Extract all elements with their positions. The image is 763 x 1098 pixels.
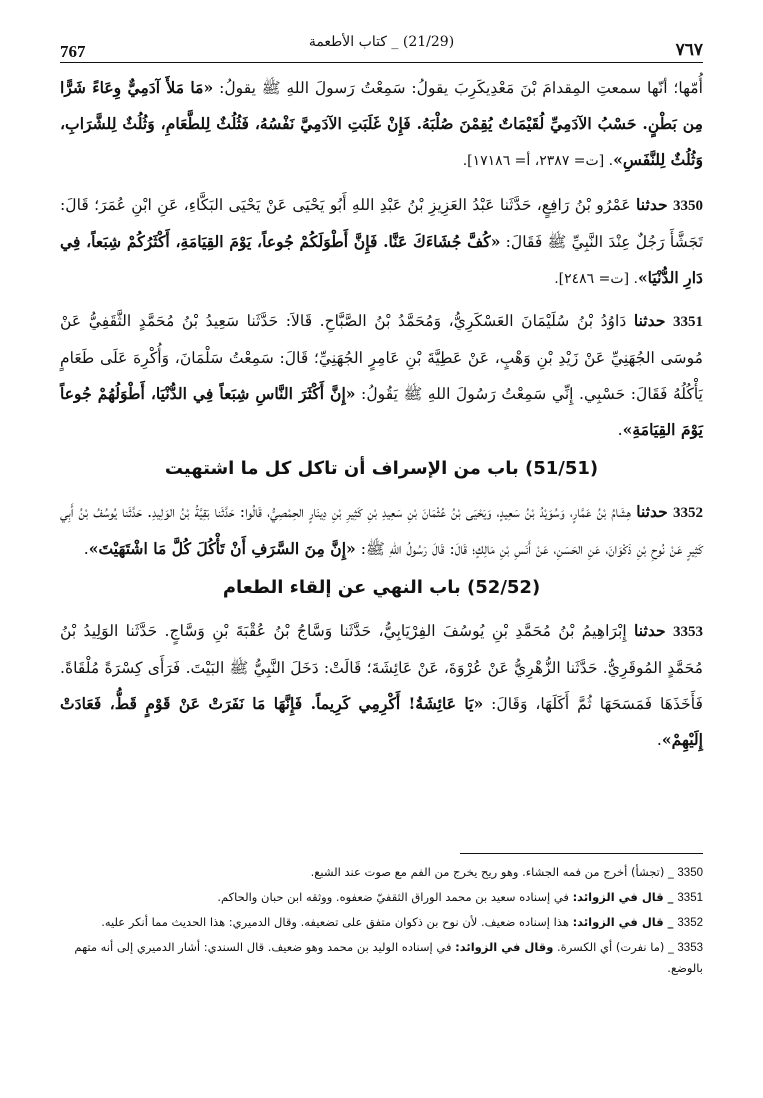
hadith-continuation: أُمّها؛ أنّها سمعتِ المِقدامَ بْنَ مَعْدِيكَرِبَ يقولُ: سَمِعْتُ رَسولَ اللهِ ﷺ يقولُ: «مَا مَلأَ آدَمِيٌّ وِعَاءً شَرًّا مِن بَطْنٍ. حَسْبُ الآدَمِيِّ لُقَيْمَاتٌ يُقِمْنَ صُلْبَهُ. فَإِنْ غَلَبَتِ الآدَمِيَّ نَفْسُهُ، فَثُلُثٌ لِلطَّعَامِ، وَثُلُثٌ لِلشَّرَابِ، وَثُلُثٌ لِلنَّفَسِ». [ت= ٢٣٨٧، أ= ١٧١٨٦]. <box>60 78 703 169</box>
hadith-lead: حدثنا <box>633 311 666 330</box>
hadith-text: عَمْرُو بْنُ رَافِعٍ، حَدَّثَنا عَبْدُ العَزِيزِ بْنُ عَبْدِ اللهِ أَبُو يَحْيَى عَنْ يَحْيَى البَكَّاءِ، عَنِ ابْنِ عُمَرَ؛ قَالَ: تَجَشَّأَ رَجُلٌ عِنْدَ النَّبِيِّ ﷺ فَقَالَ: <box>60 196 703 251</box>
page-number-latin: 767 <box>60 42 86 61</box>
footnote-3350: 3350 _ (تجشأ) أخرج من فمه الجشاء. وهو ريح يخرج من الفم مع صوت عند الشبع. <box>310 865 703 879</box>
footnote-3352: 3352 _ قال في الزوائد: هذا إسناده ضعيف. لأن نوح بن ذكوان متفق على تضعيفه. وقال الدميري: هذا الحديث مما أنكر عليه. <box>101 915 703 929</box>
hadith-lead: حدثنا <box>636 502 668 521</box>
hadith-quote: «إِنَّ مِنَ السَّرَفِ أَنْ تَأْكُلَ كُلَّ مَا اشْتَهَيْتَ» <box>88 539 356 558</box>
hadith-3350 <box>60 187 703 297</box>
hadith-quote: «إِنَّ أَكْثَرَ النَّاسِ شِبَعاً فِي الدُّنْيَا، أَطْوَلُهُمْ جُوعاً يَوْمَ القِيَامَةِ» <box>60 384 703 439</box>
hadith-quote: «يَا عَائِشَةُ! أَكْرِمِي كَرِيماً. فَإِنَّهَا مَا نَفَرَتْ عَنْ قَوْمٍ قَطُّ، فَعَادَتْ إِلَيْهِمْ» <box>60 694 703 749</box>
page-number-arabic: ٧٦٧ <box>675 40 703 60</box>
cross-reference: . [ت= ٢٤٨٦]. <box>554 271 638 287</box>
hadith-quote: «مَا مَلأَ آدَمِيٌّ وِعَاءً شَرًّا مِن بَطْنٍ. حَسْبُ الآدَمِيِّ لُقَيْمَاتٌ يُقِمْنَ صُلْبَهُ. فَإِنْ غَلَبَتِ الآدَمِيَّ نَفْسُهُ، فَثُلُثٌ لِلطَّعَامِ، وَثُلُثٌ لِلشَّرَابِ، وَثُلُثٌ لِلنَّفَسِ» <box>60 78 703 169</box>
hadith-3351: 3351 حدثنا دَاوُدُ بْنُ سُلَيْمَانَ العَسْكَرِيُّ، وَمُحَمَّدُ بْنُ الصَّبَّاحِ. قَالاَ: حَدَّثَنا سَعِيدُ بْنُ مُحَمَّدٍ الثَّقَفِيُّ عَنْ مُوسَى الجُهَنِيِّ عَنْ زَيْدِ بْنِ وَهْبٍ، عَنْ عَطِيَّةَ بْنِ عَامِرٍ الجُهَنِيِّ؛ قَالَ: سَمِعْتُ سَلْمَانَ، وَأُكْرِهَ عَلَى طَعَامٍ يَأْكُلُهُ فَقَالَ: حَسْبِي. إِنِّي سَمِعْتُ رَسُولَ اللهِ ﷺ يَقُولُ: «إِنَّ أَكْثَرَ النَّاسِ شِبَعاً فِي الدُّنْيَا، أَطْوَلُهُمْ جُوعاً يَوْمَ القِيَامَةِ». <box>60 311 703 439</box>
hadith-number: 3351 <box>673 314 703 330</box>
cross-reference: . [ت= ٢٣٨٧، أ= ١٧١٨٦]. <box>462 153 614 169</box>
footnotes <box>60 862 703 982</box>
footnote-number: 3351 <box>677 892 703 904</box>
footnote-number: 3350 <box>677 867 703 879</box>
chapter-heading-52: (52/52) باب النهي عن إلقاء الطعام <box>222 577 541 598</box>
footnote-rule <box>460 853 703 854</box>
hadith-number: 3353 <box>673 624 703 640</box>
hadith-text: هِشَامُ بْنُ عَمَّارٍ، وَسُوَيْدُ بْنُ سَعِيدٍ، وَيَحْيَى بْنُ عُثْمَانَ بْنِ سَعِيدِ بْنِ كَثِيرِ بْنِ دِينَارٍ الحِمْصِيُّ، قَالُوا: حَدَّثَنا بَقِيَّةُ بْنُ الوَلِيدِ. حَدَّثَنا يُوسُفُ بْنُ أَبِي كَثِيرٍ عَنْ نُوحِ بْنِ ذَكْوَانَ، عَنِ الحَسَنِ، عَنْ أَنَسِ بْنِ مَالِكٍ؛ قَالَ: قَالَ رَسُولُ اللهِ ﷺ: <box>60 503 703 558</box>
footnote-3353: 3353 _ (ما نفرت) أي الكسرة. وقال في الزوائد: في إسناده الوليد بن محمد وهو ضعيف. قال السندي: أشار الدميري إلى أنه متهم بالوضع. <box>74 940 703 975</box>
hadith-text: دَاوُدُ بْنُ سُلَيْمَانَ العَسْكَرِيُّ، وَمُحَمَّدُ بْنُ الصَّبَّاحِ. قَالاَ: حَدَّثَنا سَعِيدُ بْنُ مُحَمَّدٍ الثَّقَفِيُّ عَنْ مُوسَى الجُهَنِيِّ عَنْ زَيْدِ بْنِ وَهْبٍ، عَنْ عَطِيَّةَ بْنِ عَامِرٍ الجُهَنِيِّ؛ قَالَ: سَمِعْتُ سَلْمَانَ، وَأُكْرِهَ عَلَى طَعَامٍ يَأْكُلُهُ فَقَالَ: حَسْبِي. إِنِّي سَمِعْتُ رَسُولَ اللهِ ﷺ يَقُولُ: <box>60 312 703 403</box>
hadith-3353: 3353 حدثنا إِبْرَاهِيمُ بْنُ مُحَمَّدِ بْنِ يُوسُفَ الفِرْيَابِيُّ، حَدَّثَنا وَسَّاجُ بْنُ عُقْبَةَ بْنِ وَسَّاجٍ. حَدَّثَنا الوَلِيدُ بْنُ مُحَمَّدٍ المُوقَرِيُّ. حَدَّثَنا الزُّهْرِيُّ عَنْ عُرْوَةَ، عَنْ عَائِشَةَ؛ قَالَتْ: دَخَلَ النَّبِيُّ ﷺ البَيْتَ. فَرَأَى كِسْرَةً مُلْقَاةً. فَأَخَذَهَا فَمَسَحَهَا ثُمَّ أَكَلَهَا، وَقَالَ: «يَا عَائِشَةُ! أَكْرِمِي كَرِيماً. فَإِنَّهَا مَا نَفَرَتْ عَنْ قَوْمٍ قَطُّ، فَعَادَتْ إِلَيْهِمْ». <box>60 621 703 749</box>
hadith-number: 3350 <box>673 198 703 214</box>
hadith-number: 3352 <box>672 505 703 521</box>
hadith-quote: «كُفَّ جُشَاءَكَ عَنَّا. فَإِنَّ أَطْوَلَكُمْ جُوعاً، يَوْمَ القِيَامَةِ، أَكْثَرُكُمْ شِبَعاً، فِي دَارِ الدُّنْيَا» <box>60 232 703 287</box>
page-header <box>60 32 703 62</box>
main-text <box>60 70 703 764</box>
header-rule <box>60 62 703 63</box>
footnote-3351: 3351 _ قال في الزوائد: في إسناده سعيد بن محمد الوراق الثقفيّ ضعفوه. ووثقه ابن حبان والحاكم. <box>217 890 703 904</box>
footnote-number: 3353 <box>677 942 703 954</box>
hadith-text: إِبْرَاهِيمُ بْنُ مُحَمَّدِ بْنِ يُوسُفَ الفِرْيَابِيُّ، حَدَّثَنا وَسَّاجُ بْنُ عُقْبَةَ بْنِ وَسَّاجٍ. حَدَّثَنا الوَلِيدُ بْنُ مُحَمَّدٍ المُوقَرِيُّ. حَدَّثَنا الزُّهْرِيُّ عَنْ عُرْوَةَ، عَنْ عَائِشَةَ؛ قَالَتْ: دَخَلَ النَّبِيُّ ﷺ البَيْتَ. فَرَأَى كِسْرَةً مُلْقَاةً. فَأَخَذَهَا فَمَسَحَهَا ثُمَّ أَكَلَهَا، وَقَالَ: <box>60 622 703 713</box>
chapter-heading-51: (51/51) باب من الإسراف أن تاكل كل ما اشتهيت <box>164 458 599 479</box>
footnote-number: 3352 <box>677 917 703 929</box>
hadith-lead: حدثنا <box>634 621 666 640</box>
running-title: (21/29) _ كتاب الأطعمة <box>308 34 455 50</box>
hadith-lead: حدثنا <box>636 195 668 214</box>
hadith-3352: 3352 حدثنا هِشَامُ بْنُ عَمَّارٍ، وَسُوَيْدُ بْنُ سَعِيدٍ، وَيَحْيَى بْنُ عُثْمَانَ بْنِ سَعِيدِ بْنِ كَثِيرِ بْنِ دِينَارٍ الحِمْصِيُّ، قَالُوا: حَدَّثَنا بَقِيَّةُ بْنُ الوَلِيدِ. حَدَّثَنا يُوسُفُ بْنُ أَبِي كَثِيرٍ عَنْ نُوحِ بْنِ ذَكْوَانَ، عَنِ الحَسَنِ، عَنْ أَنَسِ بْنِ مَالِكٍ؛ قَالَ: قَالَ رَسُولُ اللهِ ﷺ: «إِنَّ مِنَ السَّرَفِ أَنْ تَأْكُلَ كُلَّ مَا اشْتَهَيْتَ». <box>60 502 703 558</box>
